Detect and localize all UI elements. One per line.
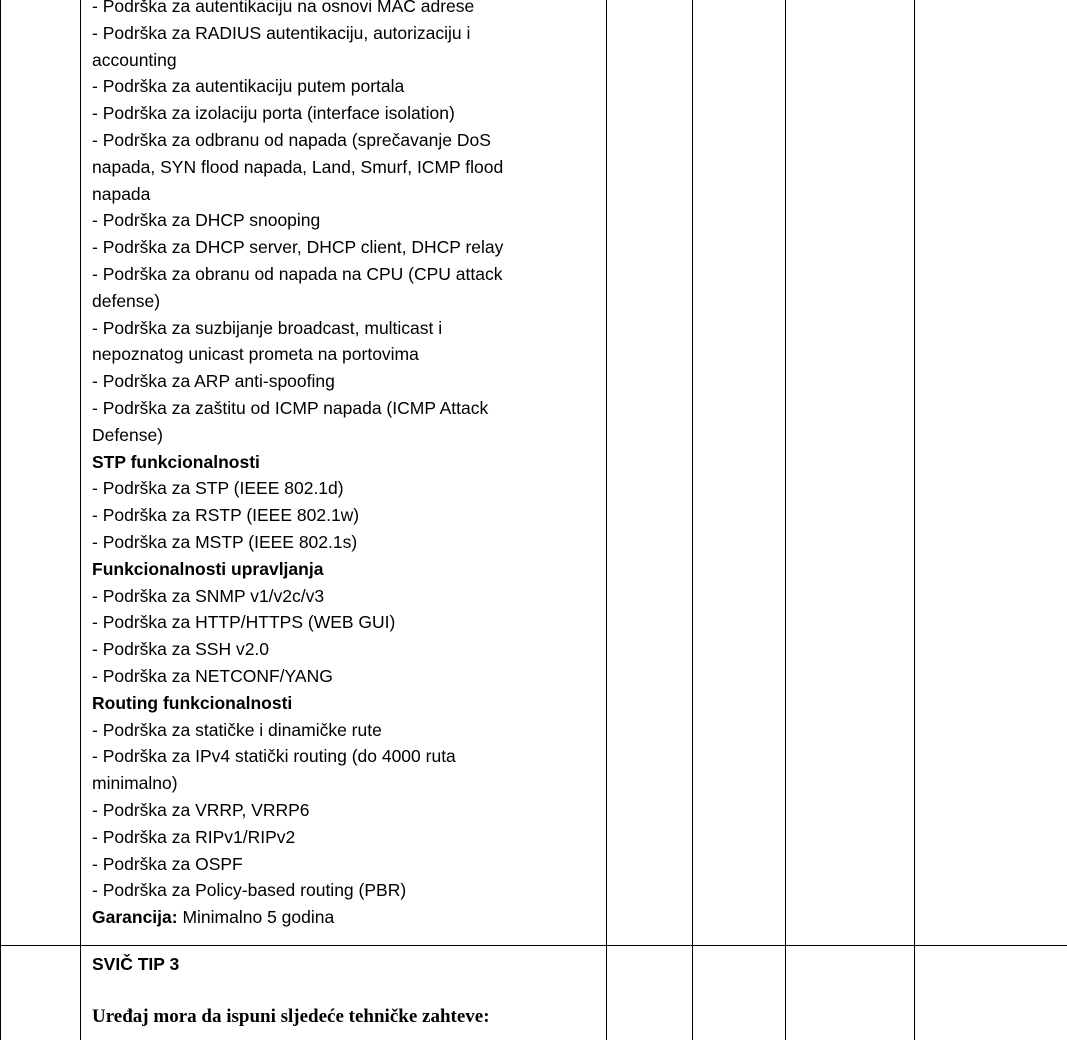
spec-line: accounting	[92, 49, 177, 70]
column-divider-2	[606, 0, 607, 1040]
spec-line: - Podrška za RIPv1/RIPv2	[92, 826, 296, 847]
column-divider-5	[914, 0, 915, 1040]
warranty-value: Minimalno 5 godina	[177, 907, 335, 928]
spec-line: - Podrška za NETCONF/YANG	[92, 665, 333, 686]
section-heading: Funkcionalnosti upravljanja	[92, 558, 324, 579]
spec-line: - Podrška za OSPF	[92, 853, 243, 874]
spec-line: - Podrška za HTTP/HTTPS (WEB GUI)	[92, 612, 396, 633]
spec-line: Defense)	[92, 424, 164, 445]
spec-line: - Podrška za suzbijanje broadcast, multicast i	[92, 317, 443, 338]
spec-line: - Podrška za odbranu od napada (sprečavanje DoS	[92, 129, 491, 150]
specification-cell	[92, 0, 602, 931]
row-divider	[0, 945, 1067, 946]
spec-line: - Podrška za statičke i dinamičke rute	[92, 719, 382, 740]
requirement-heading: Uređaj mora da ispuni sljedeće tehničke zahteve:	[92, 1006, 490, 1027]
spec-line: - Podrška za autentikaciju na osnovi MAC adrese	[92, 0, 475, 16]
spec-line: minimalno)	[92, 773, 178, 794]
spec-line: - Podrška za IPv4 statički routing (do 4000 ruta	[92, 746, 456, 767]
spec-line: napada	[92, 183, 151, 204]
column-divider-3	[692, 0, 693, 1040]
spec-line: - Podrška za ARP anti-spoofing	[92, 371, 335, 392]
spec-line: nepoznatog unicast prometa na portovima	[92, 344, 419, 365]
spec-line: napada, SYN flood napada, Land, Smurf, ICMP flood	[92, 156, 504, 177]
spec-line: - Podrška za RSTP (IEEE 802.1w)	[92, 505, 360, 526]
spec-line: - Podrška za SSH v2.0	[92, 639, 270, 660]
spec-line: - Podrška za DHCP server, DHCP client, DHCP relay	[92, 237, 504, 258]
spec-line: - Podrška za autentikaciju putem portala	[92, 76, 405, 97]
specification-list	[92, 0, 602, 904]
warranty-line	[92, 904, 602, 931]
spec-line: - Podrška za izolaciju porta (interface isolation)	[92, 103, 455, 124]
spec-line: - Podrška za zaštitu od ICMP napada (ICMP Attack	[92, 397, 489, 418]
column-divider-4	[785, 0, 786, 1040]
spec-line: - Podrška za STP (IEEE 802.1d)	[92, 478, 344, 499]
spec-line: defense)	[92, 290, 161, 311]
spec-line: - Podrška za DHCP snooping	[92, 210, 321, 231]
spec-line: - Podrška za obranu od napada na CPU (CPU attack	[92, 263, 503, 284]
spec-line: - Podrška za MSTP (IEEE 802.1s)	[92, 531, 358, 552]
spec-line: - Podrška za RADIUS autentikaciju, autorizaciju i	[92, 22, 471, 43]
table-border-left	[0, 0, 1, 1040]
column-divider-1	[80, 0, 81, 1040]
next-item-cell	[92, 951, 602, 1030]
warranty-label: Garancija:	[92, 907, 178, 928]
spec-line: - Podrška za VRRP, VRRP6	[92, 799, 310, 820]
section-heading: STP funkcionalnosti	[92, 451, 260, 472]
spec-line: - Podrška za Policy-based routing (PBR)	[92, 880, 407, 901]
item-title: SVIČ TIP 3	[92, 954, 180, 974]
section-heading: Routing funkcionalnosti	[92, 692, 293, 713]
spec-line: - Podrška za SNMP v1/v2c/v3	[92, 585, 325, 606]
